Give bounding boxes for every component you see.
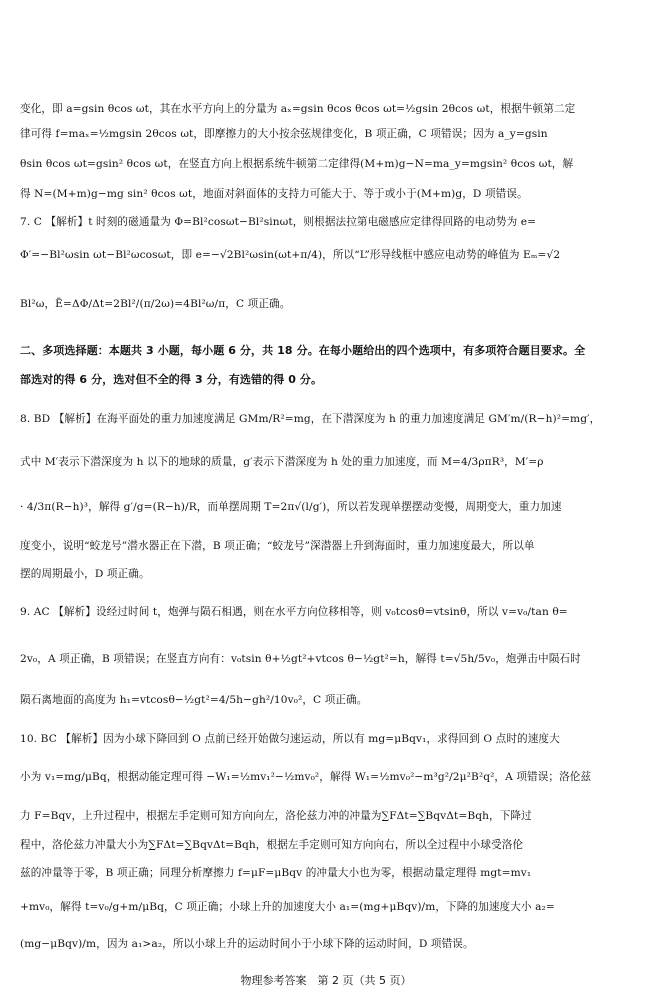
page-footer: 物理参考答案 第 2 页（共 5 页） <box>240 974 412 987</box>
text-line: Φ′=−Bl²ωsin ωt−Bl²ωcosωt，即 e=−√2Bl²ωsin(ωt+π/4)，所以“L”形导线框中感应电动势的峰值为 Eₘ=√2 <box>20 249 561 261</box>
section-heading: 部选对的得 6 分，选对但不全的得 3 分，有选错的得 0 分。 <box>20 373 323 386</box>
text-line: 7. C 【解析】t 时刻的磁通量为 Φ=Bl²cosωt−Bl²sinωt，则根据法拉第电磁感应定律得回路的电动势为 e= <box>20 216 537 228</box>
text-line: Bl²ω，Ē=ΔΦ/Δt=2Bl²/(π/2ω)=4Bl²ω/π，C 项正确。 <box>20 298 291 310</box>
text-line: 得 N=(M+m)g−mg sin² θcos ωt，地面对斜面体的支持力可能大于、等于或小于(M+m)g，D 项错误。 <box>20 188 528 200</box>
text-line: +mv₀，解得 t=v₀/g+m/μBq，C 项正确；小球上升的加速度大小 a₁=(mg+μBqv)/m，下降的加速度大小 a₂= <box>20 901 555 913</box>
text-line: 10. BC 【解析】因为小球下降回到 O 点前已经开始做匀速运动，所以有 mg=μBqv₁，求得回到 O 点时的速度大 <box>20 733 560 745</box>
text-line: 兹的冲量等于零，B 项正确；同理分析摩擦力 f=μF=μBqv 的冲量大小也为零，根据动量定理得 mgt=mv₁ <box>20 867 532 879</box>
text-line: 陨石离地面的高度为 h₁=vtcosθ−½gt²=4/5h−gh²/10v₀²，C 项正确。 <box>20 694 368 706</box>
text-line: · 4/3π(R−h)³，解得 g′/g=(R−h)/R，而单摆周期 T=2π√(l/g′)，所以若发现单摆摆动变慢，周期变大，重力加速 <box>20 501 562 513</box>
text-line: 式中 M′表示下潜深度为 h 以下的地球的质量，g′表示下潜深度为 h 处的重力加速度，而 M=4/3ρπR³，M′=ρ <box>20 456 544 468</box>
text-line: 2v₀，A 项正确，B 项错误；在竖直方向有：v₀tsin θ+½gt²+vtcos θ−½gt²=h，解得 t=√5h/5v₀，炮弹击中陨石时 <box>20 653 581 665</box>
text-line: 度变小，说明“蛟龙号”潜水器正在下潜，B 项正确；“蛟龙号”深潜器上升到海面时，重力加速度最大，所以单 <box>20 540 535 552</box>
text-line: 8. BD 【解析】在海平面处的重力加速度满足 GMm/R²=mg，在下潜深度为 h 的重力加速度满足 GM′m/(R−h)²=mg′， <box>20 413 601 425</box>
text-line: 小为 v₁=mg/μBq，根据动能定理可得 −W₁=½mv₁²−½mv₀²，解得 W₁=½mv₀²−m³g²/2μ²B²q²，A 项错误；洛伦兹 <box>20 771 592 783</box>
text-line: 变化，即 a=gsin θcos ωt，其在水平方向上的分量为 aₓ=gsin θcos θcos ωt=½gsin 2θcos ωt，根据牛顿第二定 <box>20 103 576 115</box>
section-heading: 二、多项选择题：本题共 3 小题，每小题 6 分，共 18 分。在每小题给出的四个选项中，有多项符合题目要求。全 <box>20 344 586 357</box>
text-line: 律可得 f=maₓ=½mgsin 2θcos ωt，即摩擦力的大小按余弦规律变化，B 项正确，C 项错误；因为 a_y=gsin <box>20 128 548 140</box>
text-line: 力 F=Bqv，上升过程中，根据左手定则可知方向向左，洛伦兹力冲的冲量为∑FΔt=∑BqvΔt=Bqh，下降过 <box>20 810 532 822</box>
text-line: 摆的周期最小，D 项正确。 <box>20 568 150 580</box>
text-line: θsin θcos ωt=gsin² θcos ωt，在竖直方向上根据系统牛顿第二定律得(M+m)g−N=ma_y=mgsin² θcos ωt，解 <box>20 158 574 170</box>
text-line: 9. AC 【解析】设经过时间 t，炮弹与陨石相遇，则在水平方向位移相等，则 v₀tcosθ=vtsinθ，所以 v=v₀/tan θ= <box>20 606 568 618</box>
text-line: 程中，洛伦兹力冲量大小为∑FΔt=∑BqvΔt=Bqh，根据左手定则可知方向向右，所以全过程中小球受洛伦 <box>20 839 524 851</box>
text-line: (mg−μBqv)/m，因为 a₁>a₂，所以小球上升的运动时间小于小球下降的运动时间，D 项错误。 <box>20 938 474 950</box>
